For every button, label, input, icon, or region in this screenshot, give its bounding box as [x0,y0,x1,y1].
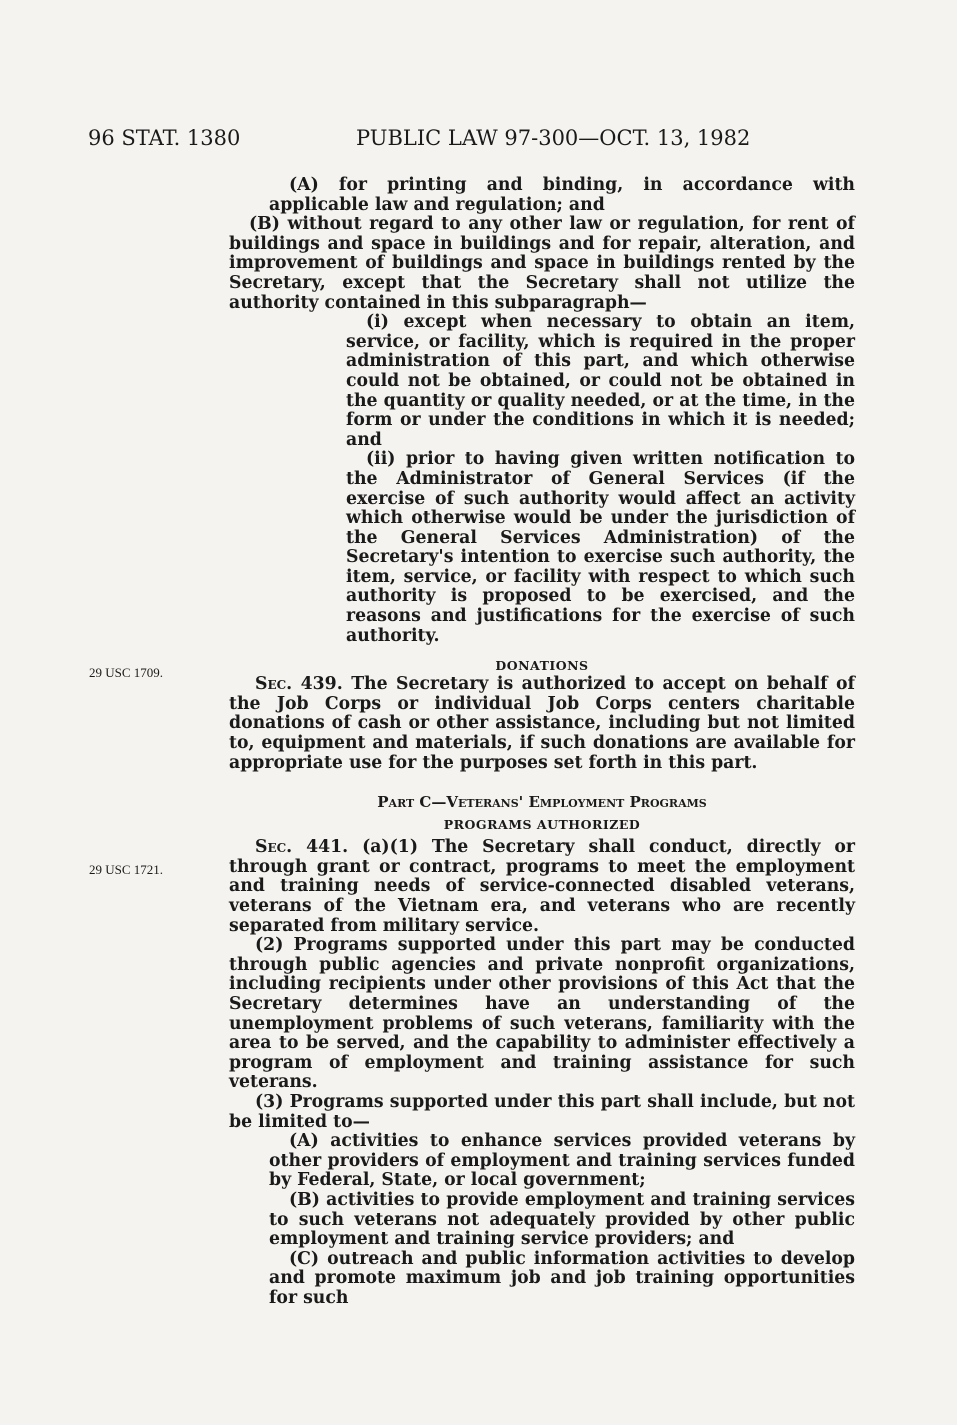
paragraph-b-rent: (B) without regard to any other law or regulation, for rent of buildings and space in buildings and for repair, alteration, and improvement of buildings and space in buildings rented by the Secretary, except that the Secretary shall not utilize the authority contained in this subparagraph— [229,214,855,313]
section-439-label: Sec. 439. [255,674,343,695]
part-c-title: Part C—Veterans' Employment Programs [377,793,707,812]
section-441-a1-text: (a)(1) The Secretary shall conduct, directly or through grant or contract, programs to meet the employment and training needs of service-connected disabled veterans, veterans of the Vietnam era, and veterans who are recently separated from military service. [229,837,855,936]
body-text [229,176,855,1308]
section-441-a3-C: (C) outreach and public information activities to develop and promote maximum job and job training opportunities for such [269,1248,855,1308]
stat-page-number: 96 STAT. 1380 [88,126,241,150]
law-title: PUBLIC LAW 97-300—OCT. 13, 1982 [356,126,751,150]
margin-note-usc-1721: 29 USC 1721. [89,862,164,877]
programs-authorized-heading: PROGRAMS AUTHORIZED [443,817,641,833]
section-441-a3-A: (A) activities to enhance services provided veterans by other providers of employment and training services funded by Federal, State, or local government; [269,1131,855,1191]
section-441-a3: (3) Programs supported under this part shall include, but not be limited to— [229,1091,855,1132]
section-441-a1 [229,838,855,936]
paragraph-a-printing: (A) for printing and binding, in accordance with applicable law and regulation; and [269,175,855,215]
section-441-a3-B: (B) activities to provide employment and training services to such veterans not adequately provided by other public employment and training service providers; and [269,1189,855,1250]
margin-note-usc-1709: 29 USC 1709. [89,665,164,680]
page-header [88,126,858,156]
section-439-text: The Secretary is authorized to accept on behalf of the Job Corps or individual Job Corps centers charitable donations of cash or other assistance, including but not limited to, equipment and materials, if such donations are available for appropriate use for the purposes set forth in this part. [229,674,855,773]
section-441-label: Sec. 441. [255,837,349,858]
donations-heading: DONATIONS [495,658,589,674]
section-441-a2: (2) Programs supported under this part may be conducted through public agencies and private nonprofit organizations, including recipients under other provisions of this Act that the Secretary determines have an understanding of the unemployment problems of such veterans, familiarity with the area to be served, and the capability to administer effectively a program of employment and training assistance for such veterans. [229,935,855,1093]
paragraph-b-i: (i) except when necessary to obtain an item, service, or facility, which is required in the proper administration of this part, and which otherwise could not be obtained, or could not be obtained in the quantity or quality needed, or at the time, in the form or under the conditions in which it is needed; and [346,312,855,450]
section-439 [229,675,855,773]
paragraph-b-ii: (ii) prior to having given written notification to the Administrator of General Services (if the exercise of such authority would affect an activity which otherwise would be under the jurisdiction of the General Services Administration) of the Secretary's intention to exercise such authority, the item, service, or facility with respect to which such authority is proposed to be exercised, and the reasons and justifications for the exercise of such authority. [346,449,855,646]
